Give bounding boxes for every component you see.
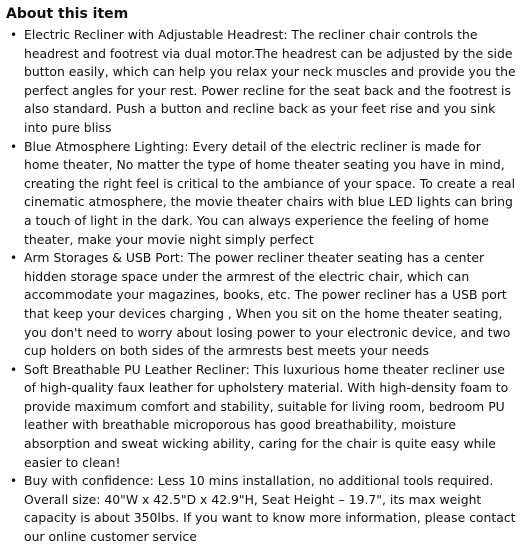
bullet-text: Arm Storages & USB Port: The power recliner theater seating has a center hidden storage space under the armrest of the electric chair, which can accommodate your magazines, books, etc. The power recliner has a USB port that keep your devices charging , When you sit on the home theater seating, you don't need to worry about losing power to your electronic device, and two cup holders on both sides of the armrests best meets your needs [24,250,511,359]
bullet-text: Buy with confidence: Less 10 mins installation, no additional tools required. Overall size: 40"W x 42.5"D x 42.9"H, Seat Height – 19.7", its max weight capacity is about 350lbs. If you want to know more information, please contact our online customer service [24,473,516,545]
feature-bullet-list [6,26,516,547]
list-item [6,26,516,138]
bullet-dot-icon: • [10,251,18,266]
list-item [6,138,516,250]
list-item [6,249,516,361]
bullet-text: Soft Breathable PU Leather Recliner: This luxurious home theater recliner use of high-quality faux leather for upholstery material. With high-density foam to provide maximum comfort and stability, suitable for living room, bedroom PU leather with breathable microporous has good breathability, moisture absorption and sweat wicking ability, caring for the chair is quite easy while easier to clean! [24,361,509,470]
list-item [6,361,516,473]
list-item [6,472,516,546]
bullet-text: Blue Atmosphere Lighting: Every detail of the electric recliner is made for home theater, No matter the type of home theater seating you have in mind, creating the right feel is critical to the ambiance of your space. To create a real cinematic atmosphere, the movie theater chairs with blue LED lights can bring a touch of light in the dark. You can always experience the feeling of home theater, make your movie night simply perfect [24,138,516,247]
bullet-dot-icon: • [10,474,18,489]
bullet-dot-icon: • [10,362,18,377]
bullet-dot-icon: • [10,28,18,42]
section-title: About this item [6,6,129,22]
bullet-text: Electric Recliner with Adjustable Headrest: The recliner chair controls the headrest and footrest via dual motor.The headrest can be adjusted by the side button easily, which can help you relax your neck muscles and provide you the perfect angles for your rest. Power recline for the seat back and the footrest is also standard. Push a button and recline back as your feet rise and you sink into pure bliss [24,27,516,135]
bullet-dot-icon: • [10,139,18,154]
